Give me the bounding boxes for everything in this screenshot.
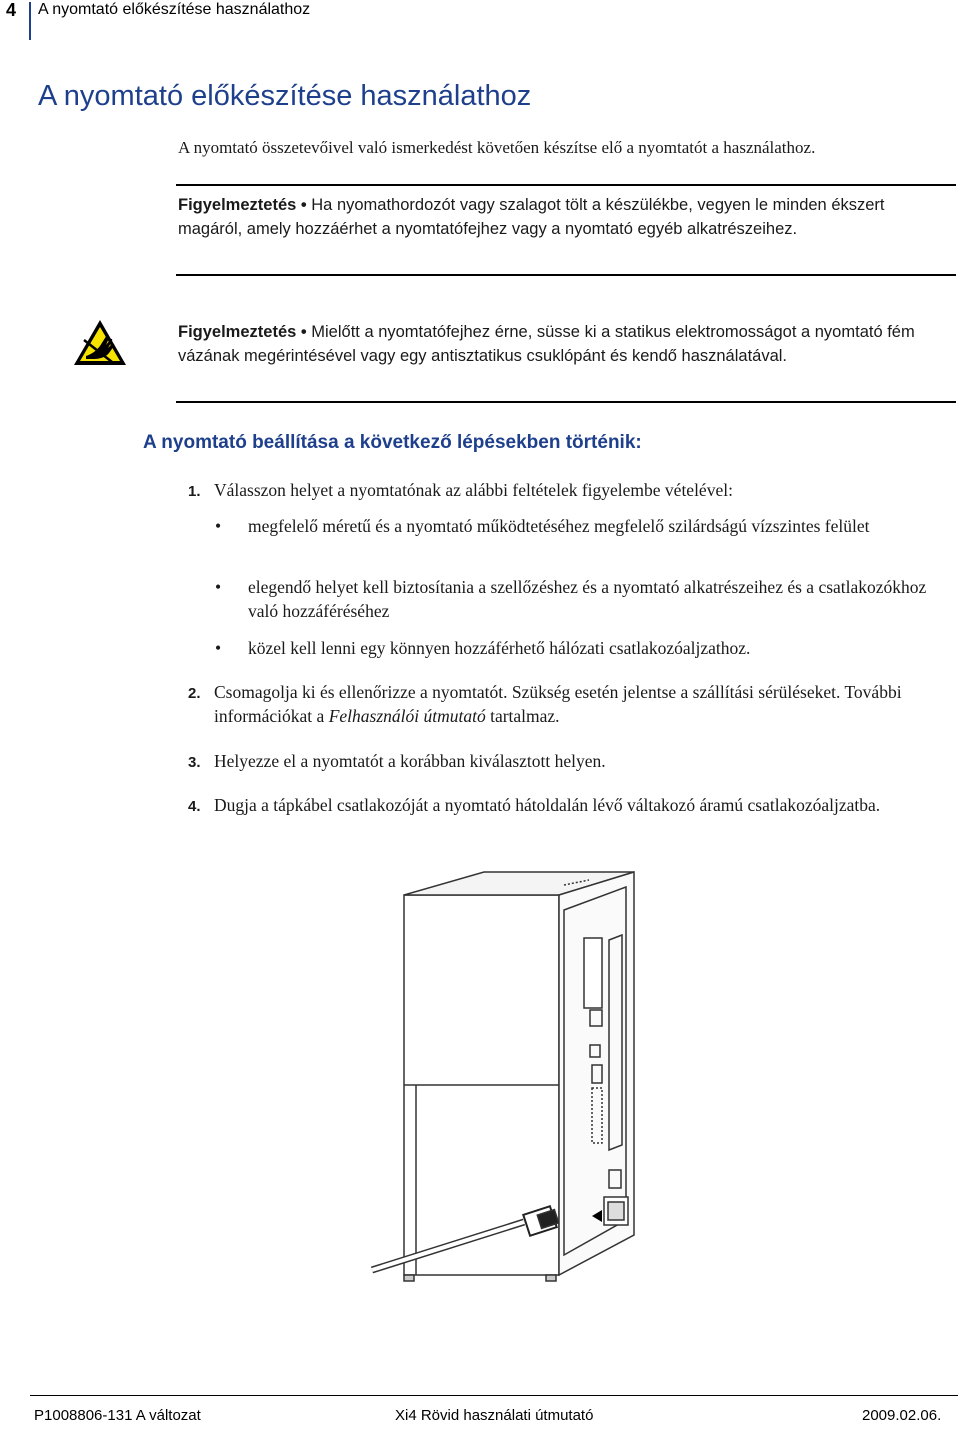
- bullet-text: megfelelő méretű és a nyomtató működtetéséhez megfelelő szilárdságú vízszintes felület: [248, 516, 870, 536]
- step-number: 4.: [188, 798, 201, 815]
- step-number: 3.: [188, 754, 201, 771]
- footer-date: 2009.02.06.: [862, 1407, 942, 1424]
- footer-doc-title: Xi4 Rövid használati útmutató: [395, 1407, 594, 1424]
- bullet-icon: •: [215, 516, 222, 536]
- warning2-text: Mielőtt a nyomtatófejhez érne, süsse ki a statikus elektromosságot a nyomtató fém vázának megérintésével vagy egy antisztatikus csuklópánt és kendő használatával.: [178, 323, 915, 365]
- bullet-text: közel kell lenni egy könnyen hozzáférhető hálózati csatlakozóaljzathoz.: [248, 638, 751, 658]
- warning1-bottom-rule: [176, 274, 956, 276]
- header-divider: [29, 2, 31, 40]
- bullet-text: elegendő helyet kell biztosítania a szellőzéshez és a nyomtató alkatrészeihez és a csatlakozókhoz való hozzáféréséhez: [248, 577, 927, 621]
- step-text: [214, 680, 954, 728]
- warning1: [178, 193, 948, 241]
- page-title: A nyomtató előkészítése használathoz: [38, 80, 532, 112]
- footer-doc-id: P1008806-131 A változat: [34, 1407, 201, 1424]
- warning1-label: Figyelmeztetés •: [178, 196, 307, 214]
- running-header-title: A nyomtató előkészítése használathoz: [38, 1, 311, 18]
- step-number: 2.: [188, 685, 201, 702]
- printer-rear-illustration: [364, 860, 664, 1300]
- step-text-before: Csomagolja ki és ellenőrizze a nyomtatót. Szükség esetén jelentse a szállítási sérüléseket. További információkat a: [214, 682, 902, 726]
- manual-title: Felhasználói útmutató: [328, 706, 486, 726]
- step-text-after: tartalmaz.: [485, 706, 560, 726]
- section-heading: A nyomtató beállítása a következő lépésekben történik:: [143, 432, 642, 453]
- page-number: 4: [6, 0, 17, 20]
- warning2-bottom-rule: [176, 401, 956, 403]
- esd-warning-icon: [72, 318, 128, 368]
- warning1-text: Ha nyomathordozót vagy szalagot tölt a készülékbe, vegyen le minden ékszert magáról, amely hozzáérhet a nyomtatófejhez vagy a nyomtató egyéb alkatrészeihez.: [178, 196, 885, 238]
- warning1-top-rule: [176, 184, 956, 186]
- step-text: Válasszon helyet a nyomtatónak az alábbi feltételek figyelembe vételével:: [214, 480, 733, 500]
- footer-rule: [30, 1395, 958, 1396]
- step-text: Dugja a tápkábel csatlakozóját a nyomtató hátoldalán lévő váltakozó áramú csatlakozóaljzatba.: [214, 795, 881, 815]
- bullet-icon: •: [215, 577, 222, 597]
- bullet-icon: •: [215, 638, 222, 658]
- warning2-label: Figyelmeztetés •: [178, 323, 307, 341]
- step-text: Helyezze el a nyomtatót a korábban kiválasztott helyen.: [214, 751, 606, 771]
- warning2: [178, 320, 948, 368]
- intro-paragraph: A nyomtató összetevőivel való ismerkedést követően készítse elő a nyomtatót a használathoz.: [178, 138, 816, 157]
- step-number: 1.: [188, 483, 201, 500]
